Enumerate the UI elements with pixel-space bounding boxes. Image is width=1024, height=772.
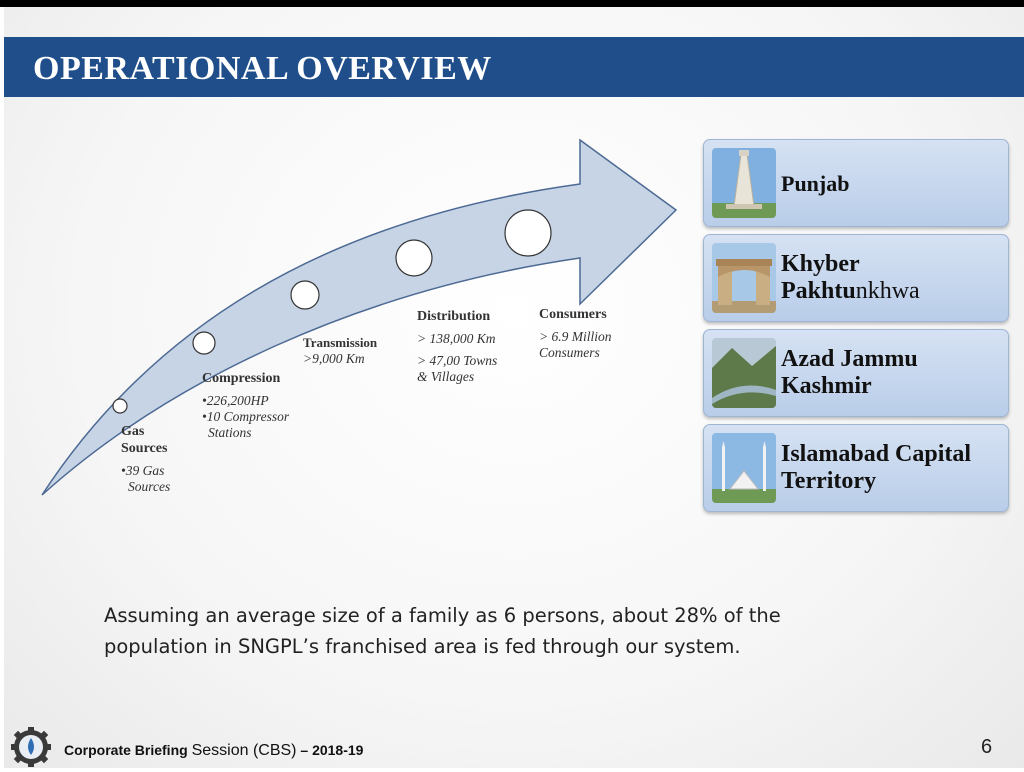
region-name-text: Islamabad Capital Territory bbox=[781, 441, 972, 494]
region-name bbox=[781, 140, 1001, 226]
khyber-gate-icon bbox=[712, 243, 776, 313]
stage-detail: > 138,000 Km bbox=[417, 331, 496, 346]
region-card-islamabad-capital-territory bbox=[703, 424, 1009, 512]
slide-title: OPERATIONAL OVERVIEW bbox=[33, 50, 492, 87]
stage-marker-compression bbox=[193, 332, 215, 354]
stage-detail: •10 Compressor bbox=[202, 409, 290, 424]
stage-title: Consumers bbox=[539, 307, 607, 322]
region-card-azad-jammu-kashmir bbox=[703, 329, 1009, 417]
sngpl-logo-icon bbox=[8, 727, 54, 772]
page-number: 6 bbox=[981, 736, 993, 758]
region-card-punjab bbox=[703, 139, 1009, 227]
region-name-text: Punjab bbox=[781, 170, 850, 196]
stage-detail: •226,200HP bbox=[202, 393, 269, 408]
stage-marker-distribution bbox=[396, 240, 432, 276]
region-name-suffix: nkhwa bbox=[855, 278, 920, 304]
footer-part: Session (CBS) bbox=[191, 742, 297, 759]
population-note: Assuming an average size of a family as 6 persons, about 28% of the population in SNGPL’s franchised area is fed through our system. bbox=[104, 604, 781, 658]
region-name bbox=[781, 235, 1001, 321]
stage-title: Gas Sources bbox=[121, 424, 168, 456]
stage-detail: >9,000 Km bbox=[303, 351, 365, 366]
stage-title: Distribution bbox=[417, 309, 491, 324]
stage-consumers bbox=[539, 306, 649, 361]
faisal-mosque-icon bbox=[712, 433, 776, 503]
stage-detail: Sources bbox=[128, 479, 171, 494]
stage-title: Transmission bbox=[303, 335, 378, 350]
stage-detail: > 47,00 Towns bbox=[417, 353, 498, 368]
region-card-khyber-pakhtunkhwa bbox=[703, 234, 1009, 322]
stage-transmission bbox=[303, 335, 403, 367]
stage-detail: Stations bbox=[208, 425, 252, 440]
footer-text bbox=[64, 742, 363, 760]
stage-marker-transmission bbox=[291, 281, 319, 309]
stage-title: Compression bbox=[202, 371, 281, 386]
region-name-text: Azad Jammu Kashmir bbox=[781, 346, 918, 399]
stage-detail: & Villages bbox=[417, 369, 475, 384]
region-name-text: Khyber Pakhtu bbox=[781, 251, 860, 304]
stage-gas-sources bbox=[121, 423, 191, 495]
stage-marker-gas-sources bbox=[113, 399, 127, 413]
footer-part: – 2018-19 bbox=[296, 742, 364, 758]
stage-detail: > 6.9 Million bbox=[539, 329, 612, 344]
stage-detail: Consumers bbox=[539, 345, 600, 360]
stage-distribution bbox=[417, 308, 527, 385]
region-name bbox=[781, 425, 1001, 511]
stage-detail: •39 Gas bbox=[121, 463, 165, 478]
footer-part: Corporate Briefing bbox=[64, 742, 192, 758]
stage-compression bbox=[202, 370, 322, 441]
minar-e-pakistan-icon bbox=[712, 148, 776, 218]
mountain-river-icon bbox=[712, 338, 776, 408]
region-name bbox=[781, 330, 1001, 416]
stage-marker-consumers bbox=[505, 210, 551, 256]
